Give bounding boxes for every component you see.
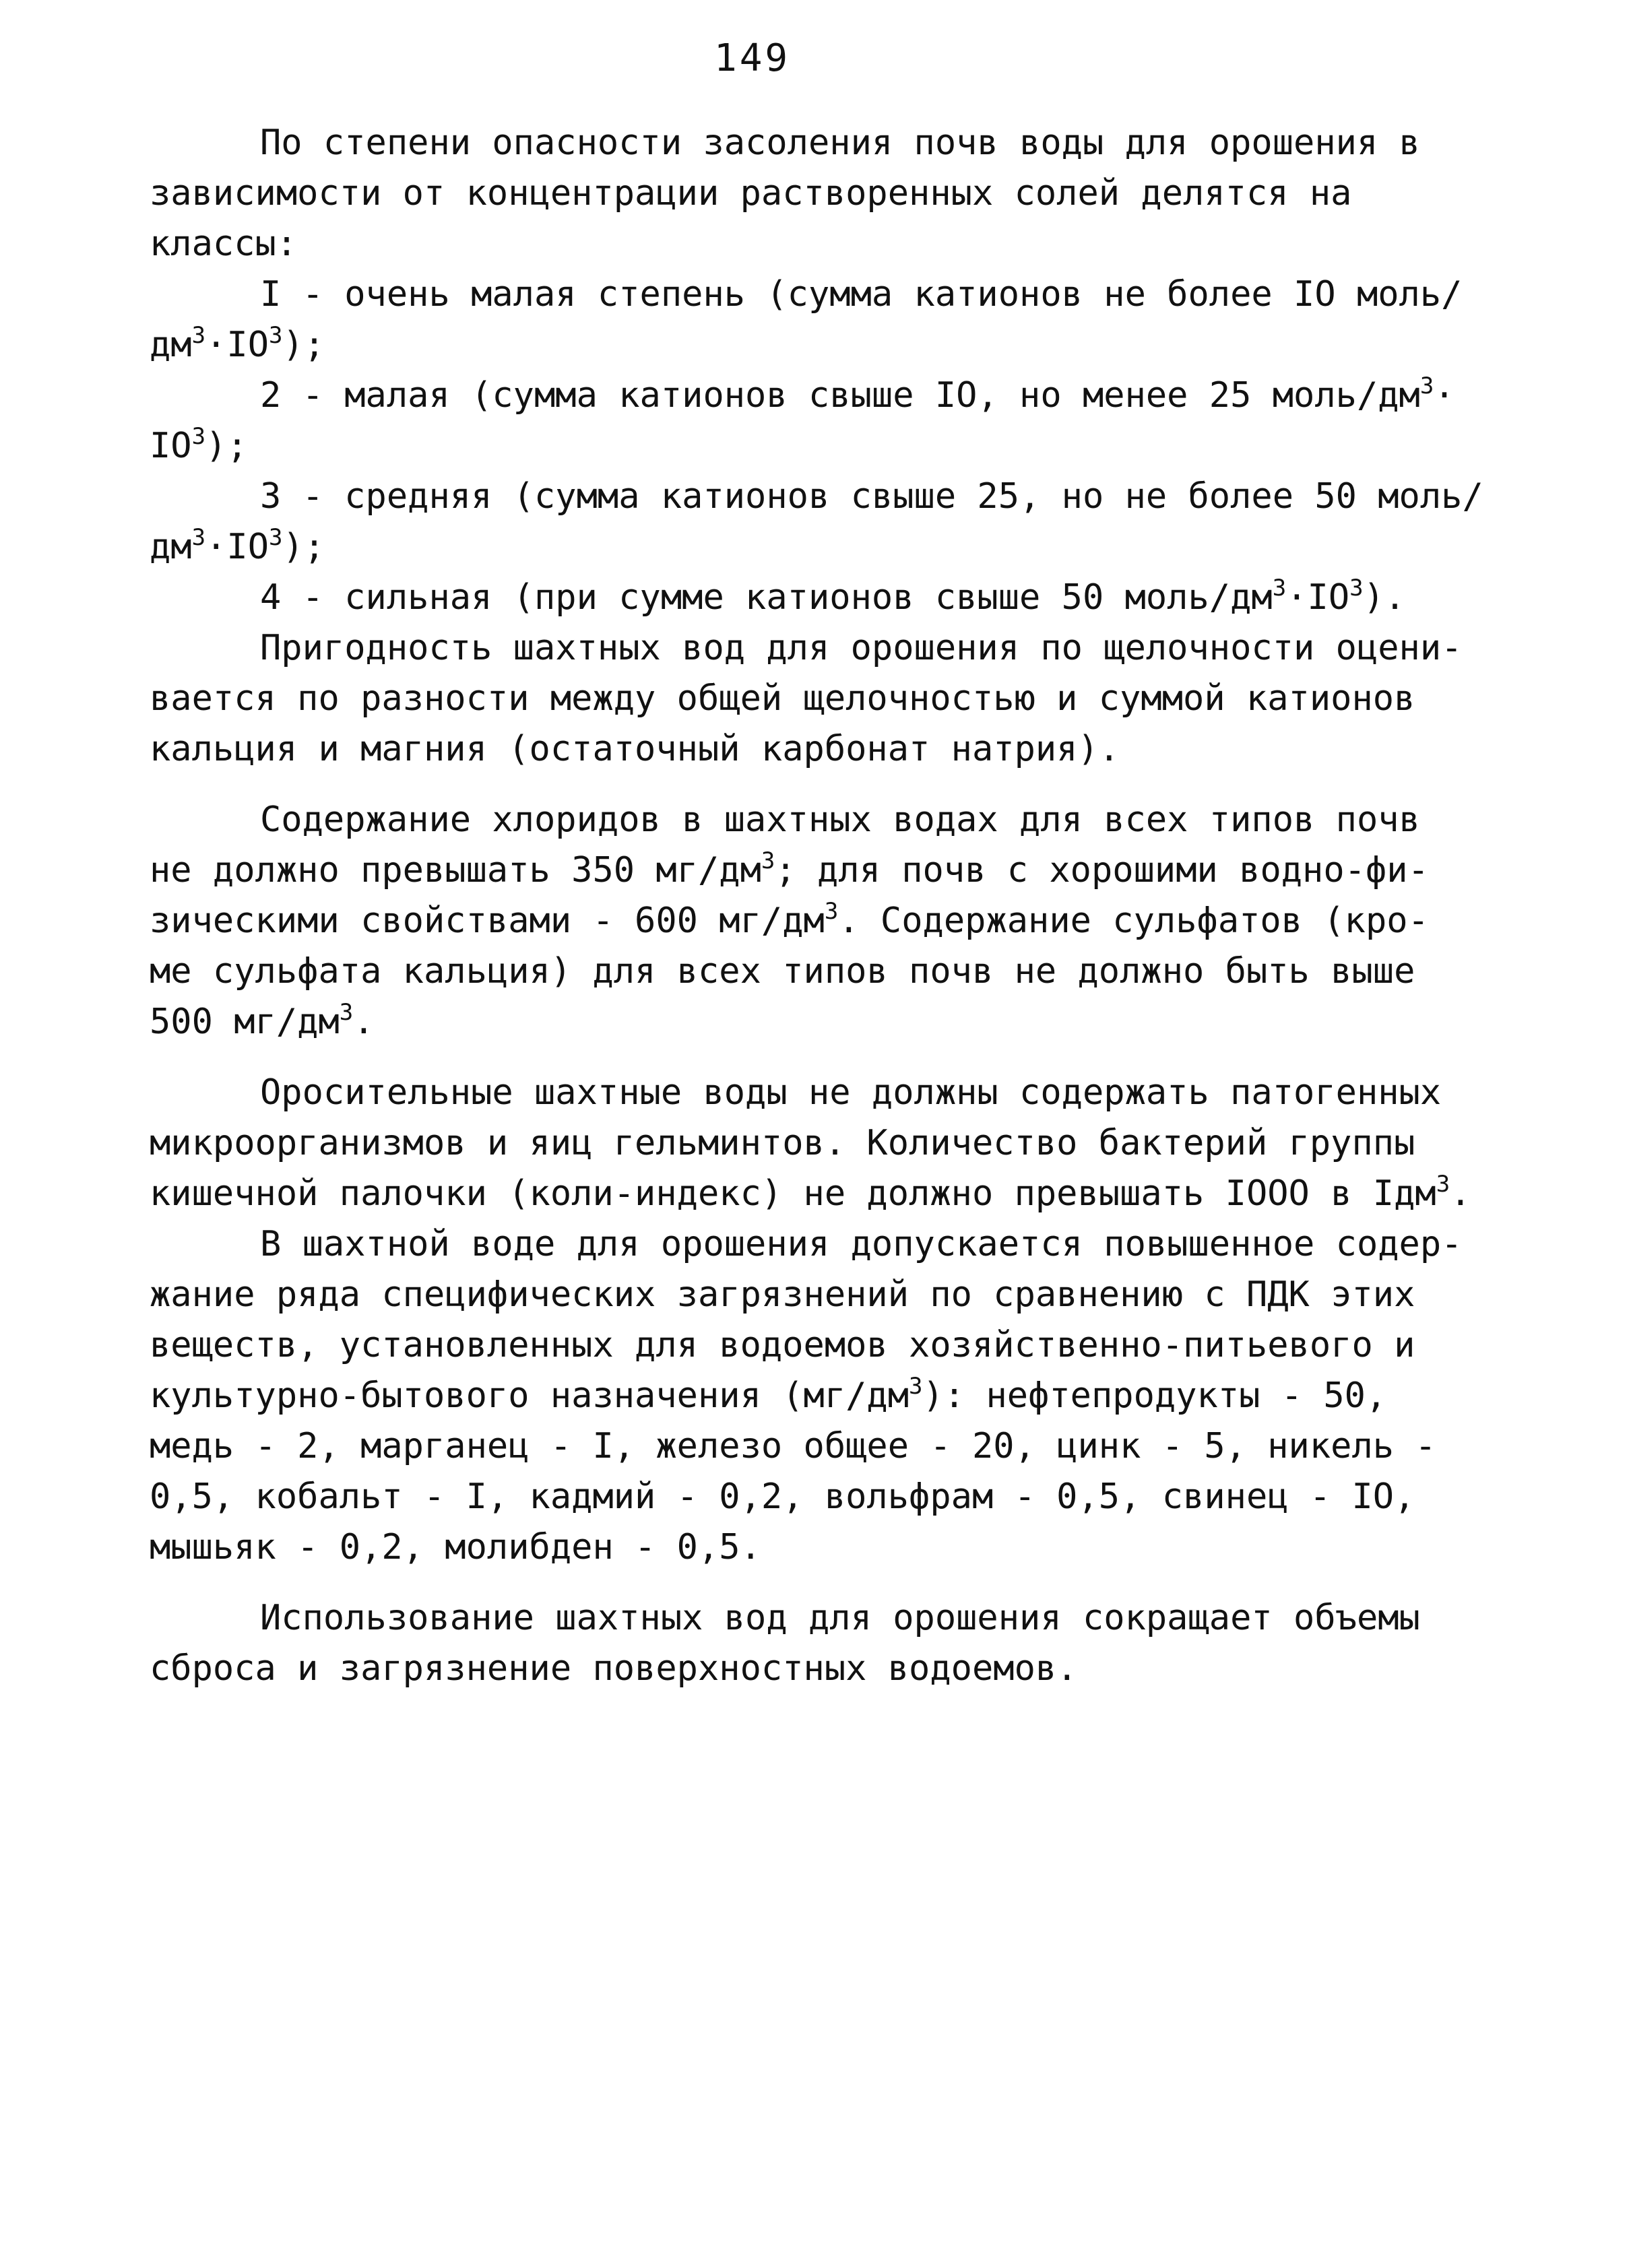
text-line [150, 724, 1517, 775]
text-line [150, 795, 1517, 845]
text-line [150, 1169, 1517, 1219]
line-text: · [1434, 375, 1455, 416]
text-line [150, 269, 1517, 320]
line-text: ·IO [205, 527, 269, 567]
line-text: ): нефтепродукты - 50, [922, 1375, 1387, 1416]
line-text: вается по разности между общей щелочностью и суммой катионов [150, 678, 1415, 719]
line-text: ); [282, 527, 325, 567]
text-line [150, 168, 1517, 219]
text-line [150, 1270, 1517, 1320]
line-text: . [1450, 1173, 1471, 1214]
paragraph-usage [150, 1593, 1517, 1694]
line-text: 500 мг/дм [150, 1002, 340, 1042]
line-text: сброса и загрязнение поверхностных водоемов. [150, 1648, 1078, 1689]
superscript: 3 [339, 999, 354, 1026]
text-line [150, 522, 1517, 573]
text-line [150, 1472, 1517, 1522]
text-line [150, 896, 1517, 946]
text-line [150, 1068, 1517, 1118]
text-line [150, 573, 1517, 623]
line-text: IO [150, 426, 192, 466]
text-line [150, 1522, 1517, 1573]
text-line [150, 421, 1517, 472]
line-text: . [353, 1002, 375, 1042]
line-text: микроорганизмов и яиц гельминтов. Количество бактерий группы [150, 1123, 1415, 1163]
line-text: ·IO [1286, 577, 1350, 618]
line-text: 3 - средняя (сумма катионов свыше 25, но не более 50 моль/ [260, 476, 1483, 517]
line-text: культурно-бытового назначения (мг/дм [150, 1375, 909, 1416]
superscript: 3 [1419, 372, 1434, 399]
line-text: ); [205, 426, 248, 466]
line-text: I - очень малая степень (сумма катионов не более IO моль/ [260, 274, 1463, 315]
line-text: зическими свойствами - 600 мг/дм [150, 901, 825, 941]
superscript: 3 [191, 322, 206, 349]
paragraph-gap [150, 1573, 1517, 1593]
superscript: 3 [824, 898, 839, 925]
paragraph-pathogens [150, 1068, 1517, 1573]
paragraph-chlorides [150, 795, 1517, 1047]
line-text: веществ, установленных для водоемов хозяйственно-питьевого и [150, 1325, 1415, 1365]
text-line [150, 370, 1517, 421]
body-text [150, 118, 1517, 1694]
paragraph-gap [150, 775, 1517, 795]
text-line [150, 997, 1517, 1047]
text-line [150, 1118, 1517, 1169]
line-text: не должно превышать 350 мг/дм [150, 850, 761, 890]
text-line [150, 623, 1517, 674]
text-line [150, 946, 1517, 997]
superscript: 3 [269, 322, 283, 349]
line-text: 0,5, кобальт - I, кадмий - 0,2, вольфрам - 0,5, свинец - IO, [150, 1477, 1415, 1517]
line-text: Использование шахтных вод для орошения сокращает объемы [260, 1598, 1420, 1638]
line-text: . Содержание сульфатов (кро- [838, 901, 1429, 941]
superscript: 3 [761, 847, 775, 874]
text-line [150, 845, 1517, 896]
text-line [150, 1219, 1517, 1270]
line-text: 2 - малая (сумма катионов свыше IO, но менее 25 моль/дм [260, 375, 1420, 416]
text-line [150, 674, 1517, 724]
line-text: По степени опасности засоления почв воды для орошения в [260, 123, 1420, 163]
line-text: В шахтной воде для орошения допускается повышенное содер- [260, 1224, 1463, 1264]
text-line [150, 472, 1517, 522]
text-line [150, 1320, 1517, 1371]
text-line [150, 219, 1517, 269]
superscript: 3 [1436, 1171, 1450, 1198]
line-text: ·IO [205, 325, 269, 365]
line-text: Пригодность шахтных вод для орошения по щелочности оцени- [260, 628, 1463, 668]
text-line [150, 118, 1517, 168]
line-text: кальция и магния (остаточный карбонат натрия). [150, 729, 1120, 769]
line-text: дм [150, 325, 192, 365]
superscript: 3 [191, 524, 206, 551]
page-number: 149 [714, 36, 791, 80]
line-text: дм [150, 527, 192, 567]
line-text: кишечной палочки (коли-индекс) не должно превышать IOOO в Iдм [150, 1173, 1436, 1214]
line-text: мышьяк - 0,2, молибден - 0,5. [150, 1527, 761, 1567]
line-text: Оросительные шахтные воды не должны содержать патогенных [260, 1072, 1442, 1113]
superscript: 3 [191, 423, 206, 450]
line-text: ; для почв с хорошими водно-фи- [775, 850, 1429, 890]
line-text: ); [282, 325, 325, 365]
line-text: зависимости от концентрации растворенных солей делятся на [150, 173, 1352, 214]
text-line [150, 1421, 1517, 1472]
superscript: 3 [1349, 575, 1364, 602]
line-text: ме сульфата кальция) для всех типов почв не должно быть выше [150, 951, 1415, 992]
paragraph-gap [150, 1047, 1517, 1068]
line-text: медь - 2, марганец - I, железо общее - 20, цинк - 5, никель - [150, 1426, 1436, 1466]
paragraph-classes-intro [150, 118, 1517, 775]
line-text: ). [1363, 577, 1406, 618]
text-line [150, 1593, 1517, 1644]
line-text: Содержание хлоридов в шахтных водах для всех типов почв [260, 800, 1420, 840]
superscript: 3 [909, 1373, 923, 1400]
superscript: 3 [1272, 575, 1287, 602]
line-text: жание ряда специфических загрязнений по сравнению с ПДК этих [150, 1274, 1415, 1315]
superscript: 3 [269, 524, 283, 551]
line-text: классы: [150, 224, 298, 264]
text-line [150, 1371, 1517, 1421]
text-line [150, 320, 1517, 370]
text-line [150, 1644, 1517, 1694]
line-text: 4 - сильная (при сумме катионов свыше 50 моль/дм [260, 577, 1273, 618]
